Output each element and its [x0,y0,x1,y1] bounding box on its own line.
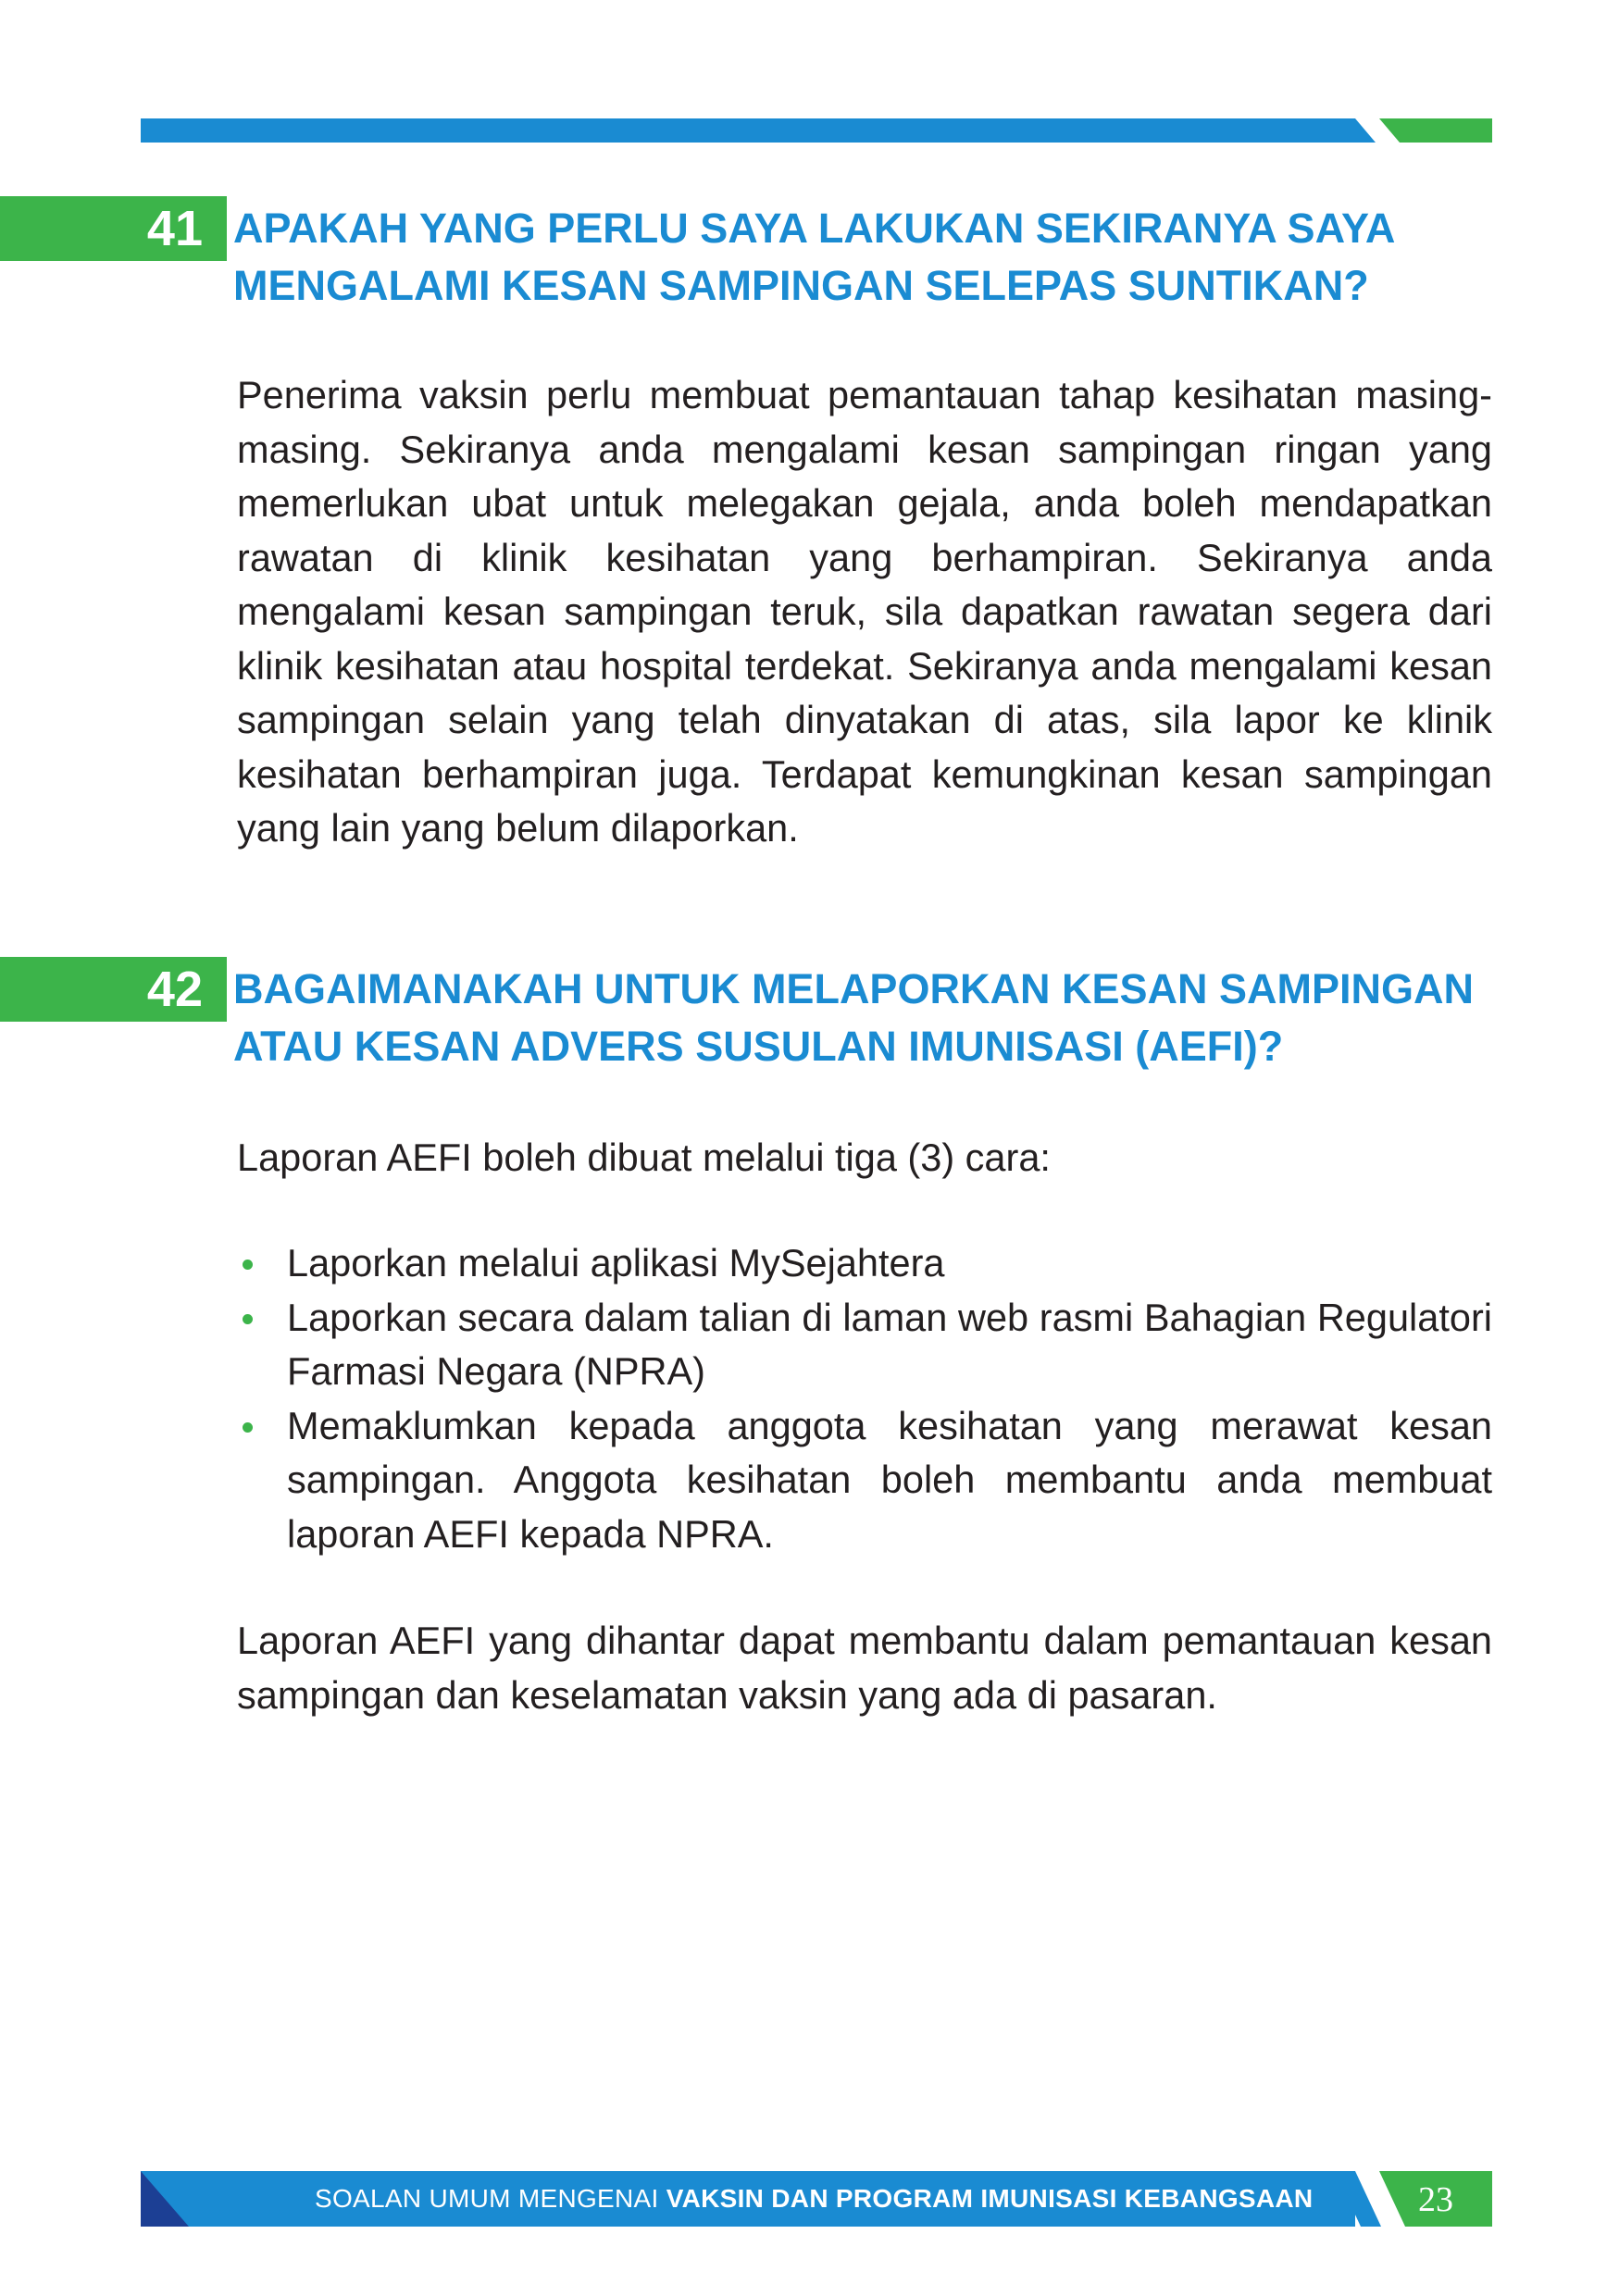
answer-paragraph: Penerima vaksin perlu membuat pemantauan tahap kesihatan masing-masing. Sekiranya anda mengalami kesan sampingan ringan yang memerlukan ubat untuk melegakan gejala, anda boleh mendapatkan rawatan di klinik kesihatan yang berhampiran. Sekiranya anda mengalami kesan sampingan teruk, sila dapatkan rawatan segera dari klinik kesihatan atau hospital terdekat. Sekiranya anda mengalami kesan sampingan selain yang telah dinyatakan di atas, sila lapor ke klinik kesihatan berhampiran juga. Terdapat kemungkinan kesan sampingan yang lain yang belum dilaporkan. [237,373,1492,850]
question-number: 41 [146,201,203,256]
answer-intro: Laporan AEFI boleh dibuat melalui tiga (3) cara: [237,1136,1051,1179]
question-number: 42 [146,962,203,1017]
bullet-dot-icon [243,1422,253,1433]
list-item [237,1236,1492,1291]
page-number: 23 [1418,2180,1453,2219]
question-title [233,200,1501,315]
footer-title [315,2171,1313,2227]
list-item [237,1399,1492,1562]
bullet-dot-icon [243,1314,253,1324]
footer-bar [141,2171,1492,2227]
header-bar [141,118,1492,143]
question-title-line: APAKAH YANG PERLU SAYA LAKUKAN SEKIRANYA SAYA [233,205,1396,252]
list-item [237,1291,1492,1399]
footer-title-prefix: SOALAN UMUM MENGENAI [315,2184,666,2213]
question-title-line: MENGALAMI KESAN SAMPINGAN SELEPAS SUNTIKAN? [233,262,1369,309]
footer-title-bold: VAKSIN DAN PROGRAM IMUNISASI KEBANGSAAN [666,2184,1314,2213]
question-number-badge [0,957,227,1022]
list-item-text: Memaklumkan kepada anggota kesihatan yang merawat kesan sampingan. Anggota kesihatan boleh membantu anda membuat laporan AEFI kepada NPRA. [287,1403,1492,1556]
list-item-text: Laporkan melalui aplikasi MySejahtera [287,1241,945,1285]
question-title-line: ATAU KESAN ADVERS SUSULAN IMUNISASI (AEFI)? [233,1023,1284,1070]
answer-closing: Laporan AEFI yang dihantar dapat membantu dalam pemantauan kesan sampingan dan keselamatan vaksin yang ada di pasaran. [237,1619,1492,1717]
report-methods-list [237,1236,1492,1561]
question-number-badge [0,196,227,261]
question-title [233,961,1501,1075]
bullet-dot-icon [243,1260,253,1270]
question-title-line: BAGAIMANAKAH UNTUK MELAPORKAN KESAN SAMPINGAN [233,965,1474,1012]
list-item-text: Laporkan secara dalam talian di laman web rasmi Bahagian Regulatori Farmasi Negara (NPRA) [287,1295,1492,1393]
